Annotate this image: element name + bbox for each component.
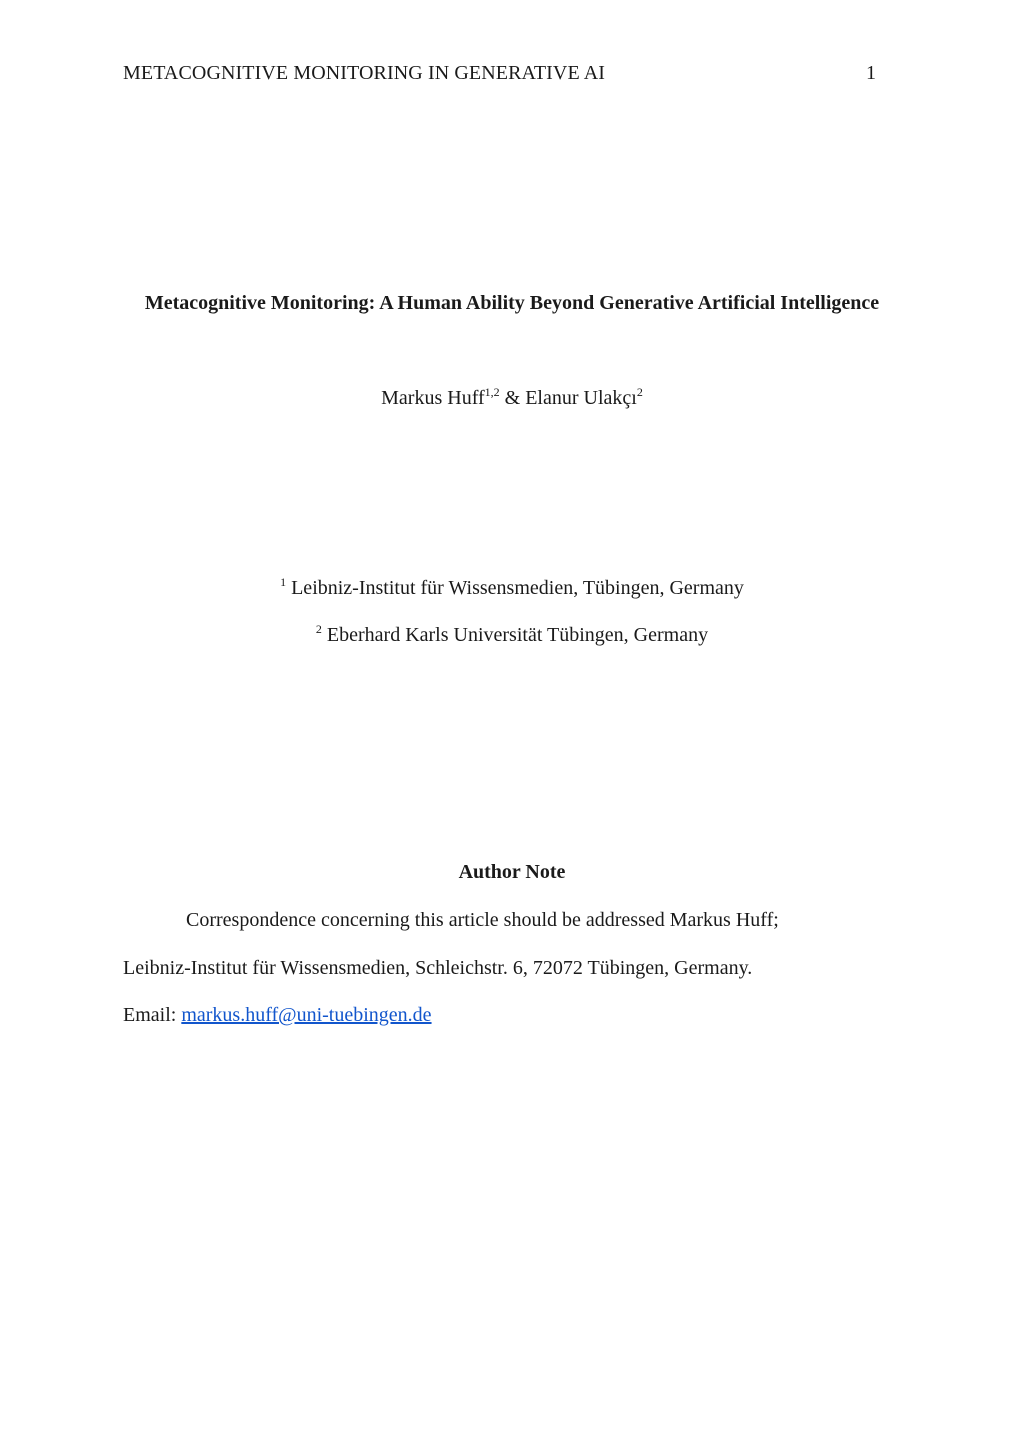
author-separator: & [499,387,526,409]
author-name-1: Markus Huff [381,387,485,409]
author-name-2: Elanur Ulakçı [525,387,637,409]
page-number: 1 [866,62,876,84]
affiliation-1 [0,577,1024,600]
affiliation-number-1: 1 [280,575,287,589]
author-affiliation-marker-1: 1,2 [484,385,500,399]
email-link[interactable]: markus.huff@uni-tuebingen.de [181,1004,432,1026]
author-line [0,387,1024,410]
author-affiliation-marker-2: 2 [636,385,643,399]
affiliation-text-1: Leibniz-Institut für Wissensmedien, Tübingen, Germany [291,577,744,599]
author-note-address: Leibniz-Institut für Wissensmedien, Schleichstr. 6, 72072 Tübingen, Germany. [123,957,753,979]
affiliation-number-2: 2 [315,622,322,636]
affiliation-2 [0,624,1024,647]
paper-title: Metacognitive Monitoring: A Human Ability Beyond Generative Artificial Intelligence [144,292,880,314]
author-note-heading: Author Note [458,861,566,883]
author-note-correspondence: Correspondence concerning this article should be addressed Markus Huff; [186,909,779,931]
running-head: METACOGNITIVE MONITORING IN GENERATIVE AI [123,62,606,84]
author-note-email-line [123,1004,432,1027]
affiliation-text-2: Eberhard Karls Universität Tübingen, Germany [326,624,709,646]
email-label: Email: [123,1004,182,1026]
